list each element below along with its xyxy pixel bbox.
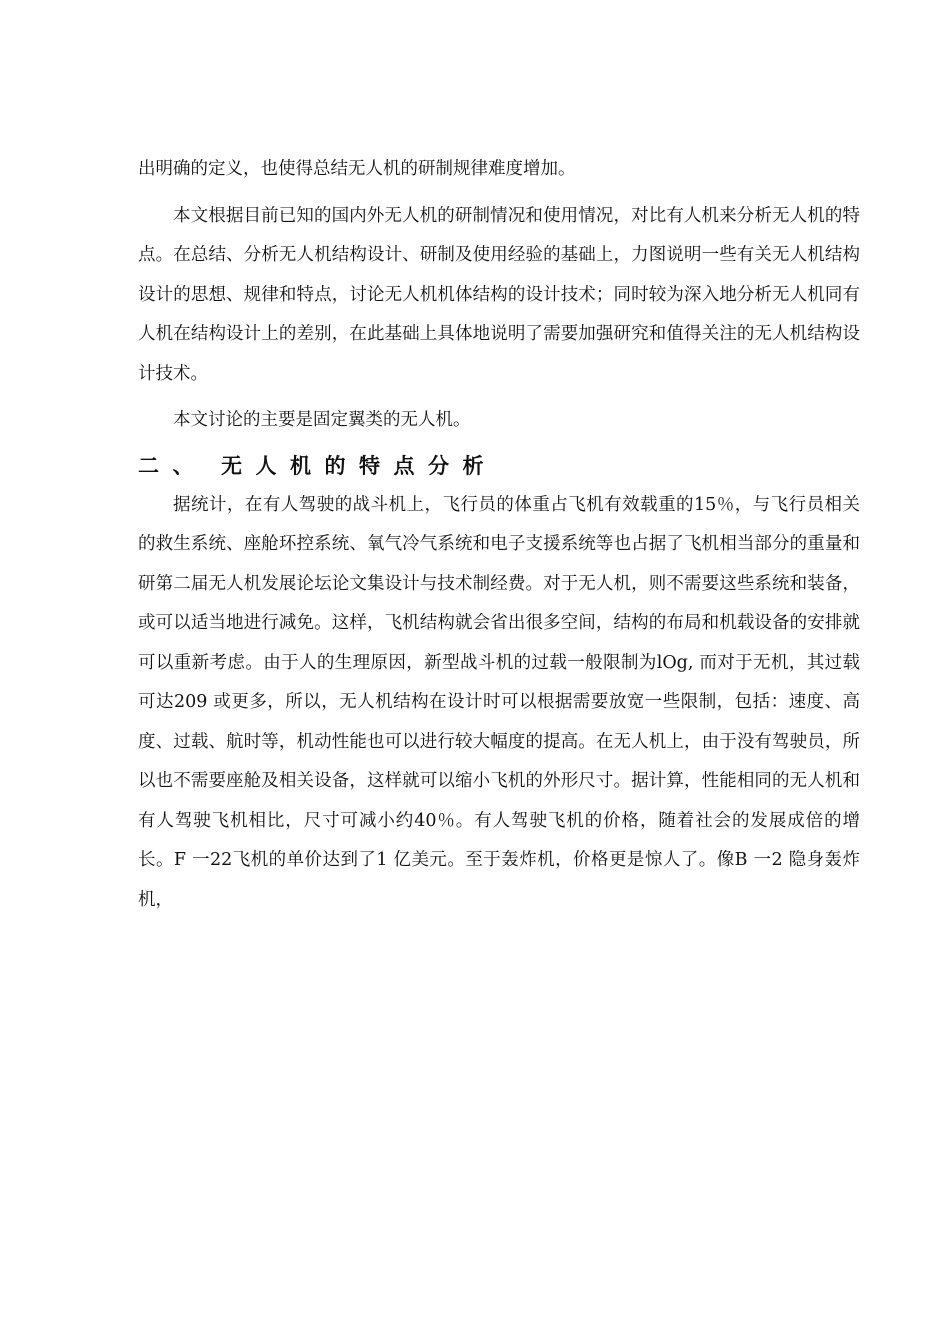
- document-page: [138, 150, 860, 920]
- paragraph-analysis: 据统计，在有人驾驶的战斗机上，飞行员的体重占飞机有效载重的15％，与飞行员相关的救生系统、座舱环控系统、氧气冷气系统和电子支援系统等也占据了飞机相当部分的重量和研第二届无人机发展论坛论文集设计与技术制经费。对于无人机，则不需要这些系统和装备，或可以适当地进行减免。这样，飞机结构就会省出很多空间，结构的布局和机载设备的安排就可以重新考虑。由于人的生理原因，新型战斗机的过载一般限制为lOg, 而对于无机，其过载可达209 或更多，所以，无人机结构在设计时可以根据需要放宽一些限制，包括：速度、高度、过载、航时等，机动性能也可以进行较大幅度的提高。在无人机上，由于没有驾驶员，所以也不需要座舱及相关设备，这样就可以缩小飞机的外形尺寸。据计算，性能相同的无人机和有人驾驶飞机相比，尺寸可减小约40％。有人驾驶飞机的价格，随着社会的发展成倍的增长。F 一22飞机的单价达到了1 亿美元。至于轰炸机，价格更是惊人了。像B 一2 隐身轰炸机，: [138, 494, 860, 910]
- paragraph-scope: 本文讨论的主要是固定翼类的无人机。: [173, 410, 471, 430]
- paragraph-intro: 本文根据目前已知的国内外无人机的研制情况和使用情况，对比有人机来分析无人机的特点。在总结、分析无人机结构设计、研制及使用经验的基础上，力图说明一些有关无人机结构设计的思想、规律和特点，讨论无人机机体结构的设计技术；同时较为深入地分析无人机同有人机在结构设计上的差别，在此基础上具体地说明了需要加强研究和值得关注的无人机结构设计技术。: [138, 205, 860, 384]
- section-heading: [138, 446, 860, 486]
- section-title: 无人机的特点分析: [221, 453, 497, 478]
- paragraph-continuation: 出明确的定义，也使得总结无人机的研制规律难度增加。: [138, 159, 576, 179]
- section-number: 二、: [138, 453, 207, 478]
